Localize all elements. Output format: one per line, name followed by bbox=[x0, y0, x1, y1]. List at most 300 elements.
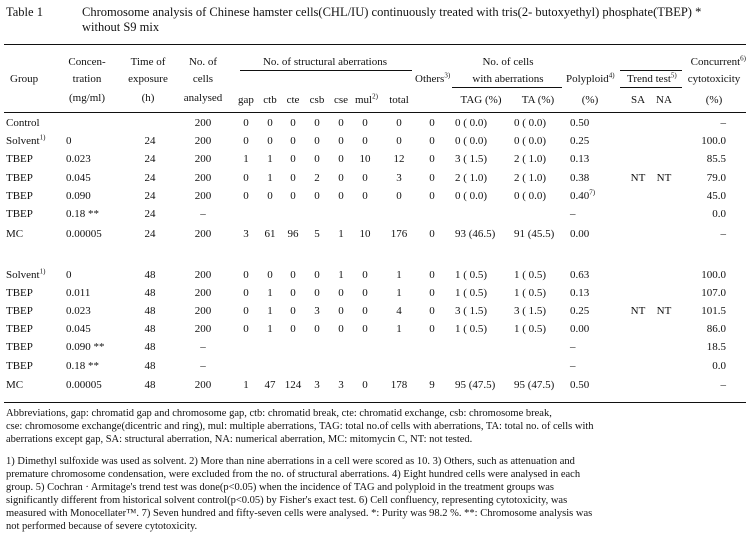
cell-ta bbox=[514, 117, 566, 130]
cell-time-value: 24 bbox=[144, 172, 156, 184]
cell-gap-value: 0 bbox=[243, 190, 249, 202]
cell-conc-value: 0.18 ** bbox=[66, 208, 99, 220]
footnote-line: aberrations except gap, SA: structural aberration, NA: numerical aberration, MC: mitomycin C, NT: not tested. bbox=[6, 434, 473, 445]
header-polyploid bbox=[566, 73, 615, 86]
cell-cte-value: 0 bbox=[290, 153, 296, 165]
cell-cyto bbox=[686, 379, 726, 392]
cell-poly bbox=[570, 379, 610, 392]
cell-time bbox=[124, 341, 176, 354]
cell-time bbox=[124, 135, 176, 148]
cell-conc bbox=[66, 153, 122, 166]
cell-cyto bbox=[686, 360, 726, 373]
cell-ta-value: 1 ( 0.5) bbox=[514, 269, 547, 281]
cell-others bbox=[418, 172, 446, 185]
structural-underline bbox=[240, 70, 412, 71]
cell-poly-value: – bbox=[570, 341, 576, 353]
header-time-1: Time of bbox=[130, 56, 166, 68]
cell-conc-value: 0 bbox=[66, 269, 72, 281]
header-sa: SA bbox=[630, 94, 646, 106]
cell-cte-value: 96 bbox=[287, 228, 299, 240]
cell-ta-value: 0 ( 0.0) bbox=[514, 135, 547, 147]
cell-tag-value: 93 (46.5) bbox=[455, 228, 496, 240]
cell-cse bbox=[330, 305, 352, 318]
cell-poly bbox=[570, 208, 610, 221]
cell-conc bbox=[66, 135, 122, 148]
cell-ta bbox=[514, 269, 566, 282]
header-time-3: (h) bbox=[141, 92, 155, 104]
cell-mul bbox=[352, 135, 378, 148]
cell-cyto bbox=[686, 323, 726, 336]
cell-gap bbox=[235, 153, 257, 166]
cell-cells bbox=[176, 228, 230, 241]
cell-cte-value: 0 bbox=[290, 287, 296, 299]
cell-cse bbox=[330, 323, 352, 336]
cell-cte bbox=[282, 117, 304, 130]
cell-sa-value: NT bbox=[630, 305, 646, 317]
cell-poly bbox=[570, 153, 610, 166]
header-ta: TA (%) bbox=[521, 94, 555, 106]
cell-cse-value: 1 bbox=[338, 228, 344, 240]
cell-time-value: 24 bbox=[144, 228, 156, 240]
cell-tag-value: 1 ( 0.5) bbox=[455, 287, 488, 299]
cell-conc bbox=[66, 341, 122, 354]
cell-cells-value: 200 bbox=[194, 323, 212, 335]
cell-conc-value: 0.090 ** bbox=[66, 341, 105, 353]
cell-mul-value: 0 bbox=[362, 172, 368, 184]
cell-cells-value: 200 bbox=[194, 228, 212, 240]
cell-csb bbox=[306, 190, 328, 203]
cell-cte bbox=[282, 287, 304, 300]
header-trend-note: 5) bbox=[670, 71, 677, 80]
header-with-aberr-1: No. of cells bbox=[482, 56, 534, 68]
cell-poly-value: 0.50 bbox=[570, 117, 590, 129]
cell-gap-value: 3 bbox=[243, 228, 249, 240]
cell-poly bbox=[570, 135, 610, 148]
cell-cyto bbox=[686, 269, 726, 282]
header-na: NA bbox=[656, 94, 672, 106]
cell-sa bbox=[626, 172, 650, 185]
cell-total-value: 0 bbox=[396, 190, 402, 202]
cell-poly-value: 0.50 bbox=[570, 379, 590, 391]
cell-total bbox=[384, 228, 414, 241]
cell-cyto bbox=[686, 208, 726, 221]
cell-ctb-value: 61 bbox=[264, 228, 276, 240]
cell-mul bbox=[352, 228, 378, 241]
cell-others bbox=[418, 117, 446, 130]
header-polyploid-label: Polyploid bbox=[566, 73, 609, 85]
cell-ta bbox=[514, 379, 566, 392]
cell-mul bbox=[352, 153, 378, 166]
cell-cells bbox=[176, 379, 230, 392]
cell-csb-value: 0 bbox=[314, 269, 320, 281]
table-number: Table 1 bbox=[6, 5, 43, 19]
cell-mul bbox=[352, 323, 378, 336]
cell-mul-value: 0 bbox=[362, 135, 368, 147]
cell-cte-value: 0 bbox=[290, 117, 296, 129]
cell-conc-value: 0.011 bbox=[66, 287, 91, 299]
cell-cte bbox=[282, 190, 304, 203]
header-rule bbox=[4, 112, 746, 113]
cell-cells bbox=[176, 117, 230, 130]
cell-group-value: TBEP bbox=[6, 153, 33, 165]
cell-gap bbox=[235, 135, 257, 148]
cell-poly bbox=[570, 323, 610, 336]
cell-csb bbox=[306, 269, 328, 282]
cell-cte-value: 0 bbox=[290, 172, 296, 184]
cell-group bbox=[6, 323, 66, 336]
cell-group bbox=[6, 341, 66, 354]
cell-gap-value: 0 bbox=[243, 172, 249, 184]
cell-mul-value: 0 bbox=[362, 190, 368, 202]
header-cyto-2: cytotoxicity bbox=[687, 73, 741, 85]
cell-cyto bbox=[686, 135, 726, 148]
cell-gap-value: 0 bbox=[243, 117, 249, 129]
cell-mul-value: 0 bbox=[362, 269, 368, 281]
cell-others bbox=[418, 228, 446, 241]
cell-time bbox=[124, 153, 176, 166]
cell-time-value: 24 bbox=[144, 153, 156, 165]
cell-cells bbox=[176, 269, 230, 282]
cell-mul-value: 0 bbox=[362, 305, 368, 317]
cell-total bbox=[384, 172, 414, 185]
header-trend bbox=[627, 73, 677, 86]
cell-cse-value: 0 bbox=[338, 323, 344, 335]
cell-conc bbox=[66, 172, 122, 185]
group-footnote-mark: 1) bbox=[39, 267, 46, 276]
cell-csb bbox=[306, 135, 328, 148]
cell-gap bbox=[235, 269, 257, 282]
cell-tag bbox=[455, 305, 511, 318]
footnote-line: 1) Dimethyl sulfoxide was used as solvent. 2) More than nine aberrations in a cell were scored as 10. 3) Others, such as attenuation and bbox=[6, 456, 575, 467]
cell-cyto-value: – bbox=[720, 379, 726, 391]
cell-cells bbox=[176, 135, 230, 148]
cell-csb-value: 0 bbox=[314, 153, 320, 165]
cell-time-value: 48 bbox=[144, 269, 156, 281]
cell-group bbox=[6, 360, 66, 373]
cell-group-value: MC bbox=[6, 228, 24, 240]
cell-conc-value: 0 bbox=[66, 135, 72, 147]
cell-time-value: 24 bbox=[144, 135, 156, 147]
cell-others-value: 9 bbox=[429, 379, 435, 391]
cell-csb bbox=[306, 153, 328, 166]
cell-cells bbox=[176, 208, 230, 221]
cell-cte-value: 0 bbox=[290, 190, 296, 202]
cell-csb-value: 2 bbox=[314, 172, 320, 184]
cell-cse-value: 3 bbox=[338, 379, 344, 391]
header-cyto-note: 6) bbox=[740, 54, 746, 63]
cell-cse-value: 0 bbox=[338, 305, 344, 317]
cell-cse-value: 0 bbox=[338, 190, 344, 202]
cell-group bbox=[6, 228, 66, 241]
cell-total-value: 3 bbox=[396, 172, 402, 184]
table-title: Chromosome analysis of Chinese hamster cells(CHL/IU) continuously treated with tris(2- butoxyethyl) phosphate(TBEP) * without S9 mix bbox=[82, 5, 702, 34]
cell-time bbox=[124, 287, 176, 300]
footnote-line: Abbreviations, gap: chromatid gap and chromosome gap, ctb: chromatid break, cte: chromatid exchange, csb: chromosome break, bbox=[6, 408, 552, 419]
cell-cyto-value: 79.0 bbox=[706, 172, 726, 184]
cell-mul-value: 10 bbox=[359, 228, 371, 240]
cell-group-value: TBEP bbox=[6, 323, 33, 335]
cell-gap bbox=[235, 287, 257, 300]
cell-total-value: 176 bbox=[390, 228, 408, 240]
cell-ctb bbox=[259, 117, 281, 130]
cell-cse bbox=[330, 379, 352, 392]
cell-csb-value: 5 bbox=[314, 228, 320, 240]
cell-poly-value: 0.40 bbox=[570, 190, 590, 202]
header-concentration-3: (mg/ml) bbox=[68, 92, 106, 104]
cell-cte-value: 0 bbox=[290, 135, 296, 147]
cell-gap-value: 0 bbox=[243, 287, 249, 299]
cell-ctb bbox=[259, 305, 281, 318]
cell-ta-value: 1 ( 0.5) bbox=[514, 323, 547, 335]
cell-gap bbox=[235, 379, 257, 392]
header-cyto-1-label: Concurrent bbox=[690, 56, 741, 68]
cell-cte-value: 0 bbox=[290, 305, 296, 317]
cell-ta bbox=[514, 135, 566, 148]
cell-conc bbox=[66, 269, 122, 282]
cell-others bbox=[418, 379, 446, 392]
cell-cells-value: 200 bbox=[194, 269, 212, 281]
header-cse: cse bbox=[333, 94, 349, 106]
footnote-line: measured with Monocellater™. 7) Seven hundred and fifty-seven cells were analysed. *: Purity was 98.2 %. **: Chromosome analysis was bbox=[6, 508, 593, 519]
cell-csb-value: 0 bbox=[314, 323, 320, 335]
cell-others-value: 0 bbox=[429, 305, 435, 317]
cell-time-value: 48 bbox=[144, 379, 156, 391]
cell-ctb-value: 1 bbox=[267, 172, 273, 184]
cell-ta-value: 91 (45.5) bbox=[514, 228, 555, 240]
cell-group bbox=[6, 287, 66, 300]
cell-conc-value: 0.00005 bbox=[66, 228, 102, 240]
cell-others-value: 0 bbox=[429, 228, 435, 240]
cell-cells-value: 200 bbox=[194, 172, 212, 184]
cell-tag bbox=[455, 172, 511, 185]
cell-gap bbox=[235, 305, 257, 318]
cell-cse bbox=[330, 153, 352, 166]
cell-group bbox=[6, 305, 66, 318]
cell-poly bbox=[570, 269, 610, 282]
cell-cte bbox=[282, 305, 304, 318]
cell-csb bbox=[306, 379, 328, 392]
cell-cyto-value: 85.5 bbox=[706, 153, 726, 165]
cell-total bbox=[384, 287, 414, 300]
cell-ta bbox=[514, 287, 566, 300]
cell-conc-value: 0.00005 bbox=[66, 379, 102, 391]
cell-group bbox=[6, 269, 66, 282]
cell-poly bbox=[570, 228, 610, 241]
cell-ta bbox=[514, 305, 566, 318]
cell-mul bbox=[352, 117, 378, 130]
cell-mul bbox=[352, 172, 378, 185]
cell-others bbox=[418, 305, 446, 318]
cell-csb-value: 0 bbox=[314, 135, 320, 147]
cell-tag-value: 1 ( 0.5) bbox=[455, 269, 488, 281]
cell-ctb-value: 1 bbox=[267, 153, 273, 165]
cell-total-value: 1 bbox=[396, 269, 402, 281]
cell-cyto bbox=[686, 305, 726, 318]
cell-csb-value: 3 bbox=[314, 305, 320, 317]
footnote-line: premature chromosome condensation, were excluded from the no. of structural aberrations. 4) Eight hundred cells were analysed in each bbox=[6, 469, 581, 480]
cell-poly bbox=[570, 287, 610, 300]
cell-total bbox=[384, 305, 414, 318]
cell-total-value: 4 bbox=[396, 305, 402, 317]
header-csb: csb bbox=[309, 94, 325, 106]
cell-others-value: 0 bbox=[429, 269, 435, 281]
cell-cyto-value: – bbox=[720, 117, 726, 129]
header-cells-1: No. of bbox=[188, 56, 218, 68]
cell-time bbox=[124, 269, 176, 282]
cell-cse bbox=[330, 287, 352, 300]
cell-conc bbox=[66, 379, 122, 392]
cell-mul-value: 0 bbox=[362, 117, 368, 129]
header-mul-label: mul bbox=[355, 94, 373, 106]
cell-others-value: 0 bbox=[429, 287, 435, 299]
cell-total bbox=[384, 135, 414, 148]
cell-cse-value: 0 bbox=[338, 153, 344, 165]
cell-others-value: 0 bbox=[429, 135, 435, 147]
header-others-note: 3) bbox=[444, 71, 451, 80]
cell-mul-value: 0 bbox=[362, 287, 368, 299]
cell-conc bbox=[66, 208, 122, 221]
cell-group-value: TBEP bbox=[6, 172, 33, 184]
cell-gap bbox=[235, 323, 257, 336]
cell-ctb bbox=[259, 172, 281, 185]
cell-time bbox=[124, 228, 176, 241]
cell-tag bbox=[455, 269, 511, 282]
header-total: total bbox=[389, 94, 409, 106]
cell-cells-value: – bbox=[200, 341, 206, 353]
cell-conc bbox=[66, 190, 122, 203]
cell-mul bbox=[352, 379, 378, 392]
cell-tag-value: 0 ( 0.0) bbox=[455, 135, 488, 147]
cell-mul bbox=[352, 287, 378, 300]
cell-total bbox=[384, 117, 414, 130]
polyploid-footnote-mark: 7) bbox=[589, 188, 596, 197]
cell-cte bbox=[282, 135, 304, 148]
cell-csb-value: 3 bbox=[314, 379, 320, 391]
cell-ctb-value: 0 bbox=[267, 117, 273, 129]
header-mul-note: 2) bbox=[372, 92, 378, 101]
cell-group bbox=[6, 379, 66, 392]
cell-tag-value: 95 (47.5) bbox=[455, 379, 496, 391]
cell-conc bbox=[66, 360, 122, 373]
cell-ta-value: 95 (47.5) bbox=[514, 379, 555, 391]
bottom-rule bbox=[4, 402, 746, 403]
cell-cyto bbox=[686, 287, 726, 300]
cell-sa-value: NT bbox=[630, 172, 646, 184]
cell-total-value: 178 bbox=[390, 379, 408, 391]
cell-cse-value: 1 bbox=[338, 269, 344, 281]
cell-ta-value: 2 ( 1.0) bbox=[514, 153, 547, 165]
cell-group-value: TBEP bbox=[6, 190, 33, 202]
cell-ctb bbox=[259, 287, 281, 300]
cell-gap bbox=[235, 190, 257, 203]
cell-ctb-value: 0 bbox=[267, 190, 273, 202]
cell-cells bbox=[176, 341, 230, 354]
cell-cse bbox=[330, 117, 352, 130]
cell-total bbox=[384, 190, 414, 203]
cell-cyto bbox=[686, 117, 726, 130]
header-cte: cte bbox=[286, 94, 300, 106]
cell-time-value: 48 bbox=[144, 323, 156, 335]
cell-cyto-value: – bbox=[720, 228, 726, 240]
cell-tag bbox=[455, 135, 511, 148]
cell-cse bbox=[330, 172, 352, 185]
cell-group-value: Solvent bbox=[6, 135, 40, 147]
cell-group-value: MC bbox=[6, 379, 24, 391]
cell-ctb-value: 1 bbox=[267, 323, 273, 335]
cell-cells-value: 200 bbox=[194, 287, 212, 299]
cell-cyto bbox=[686, 228, 726, 241]
cell-poly-value: 0.25 bbox=[570, 305, 590, 317]
cell-conc-value: 0.090 bbox=[66, 190, 91, 202]
cell-mul bbox=[352, 305, 378, 318]
cell-cte bbox=[282, 172, 304, 185]
cell-time-value: 24 bbox=[144, 208, 156, 220]
header-cells-3: analysed bbox=[183, 92, 223, 104]
cell-poly bbox=[570, 172, 610, 185]
cell-cyto-value: 45.0 bbox=[706, 190, 726, 202]
cell-poly-value: 0.13 bbox=[570, 287, 590, 299]
cell-conc bbox=[66, 228, 122, 241]
header-with-aberr-2: with aberrations bbox=[472, 73, 544, 85]
cell-total bbox=[384, 379, 414, 392]
cell-cyto bbox=[686, 172, 726, 185]
cell-group bbox=[6, 208, 66, 221]
header-cyto-3: (%) bbox=[705, 94, 723, 106]
cell-others-value: 0 bbox=[429, 172, 435, 184]
cell-cse-value: 0 bbox=[338, 172, 344, 184]
cell-total-value: 0 bbox=[396, 117, 402, 129]
cell-ctb bbox=[259, 228, 281, 241]
cell-time-value: 24 bbox=[144, 190, 156, 202]
cell-mul-value: 10 bbox=[359, 153, 371, 165]
cell-ctb bbox=[259, 153, 281, 166]
cell-time bbox=[124, 323, 176, 336]
cell-cells bbox=[176, 360, 230, 373]
top-rule bbox=[4, 44, 746, 45]
header-gap: gap bbox=[238, 94, 254, 106]
cell-mul bbox=[352, 190, 378, 203]
cell-ta bbox=[514, 172, 566, 185]
cell-cyto-value: 0.0 bbox=[712, 208, 726, 220]
cell-mul-value: 0 bbox=[362, 323, 368, 335]
cell-others bbox=[418, 190, 446, 203]
cell-group-value: TBEP bbox=[6, 360, 33, 372]
cell-cte-value: 124 bbox=[284, 379, 302, 391]
cell-conc bbox=[66, 305, 122, 318]
cell-ta bbox=[514, 323, 566, 336]
cell-total-value: 12 bbox=[393, 153, 405, 165]
header-polyploid-note: 4) bbox=[608, 71, 615, 80]
cell-cells-value: 200 bbox=[194, 190, 212, 202]
cell-ta-value: 0 ( 0.0) bbox=[514, 117, 547, 129]
cell-csb bbox=[306, 228, 328, 241]
cell-poly-value: – bbox=[570, 208, 576, 220]
cell-group bbox=[6, 135, 66, 148]
cell-others-value: 0 bbox=[429, 323, 435, 335]
cell-tag-value: 3 ( 1.5) bbox=[455, 305, 488, 317]
cell-csb bbox=[306, 117, 328, 130]
cell-cyto-value: 101.5 bbox=[701, 305, 726, 317]
cell-ta-value: 3 ( 1.5) bbox=[514, 305, 547, 317]
cell-cyto-value: 86.0 bbox=[706, 323, 726, 335]
cell-ctb bbox=[259, 190, 281, 203]
header-trend-label: Trend test bbox=[627, 73, 671, 85]
cell-time-value: 48 bbox=[144, 305, 156, 317]
cell-group bbox=[6, 153, 66, 166]
cell-ctb-value: 1 bbox=[267, 305, 273, 317]
cell-ta-value: 0 ( 0.0) bbox=[514, 190, 547, 202]
cell-ta bbox=[514, 228, 566, 241]
